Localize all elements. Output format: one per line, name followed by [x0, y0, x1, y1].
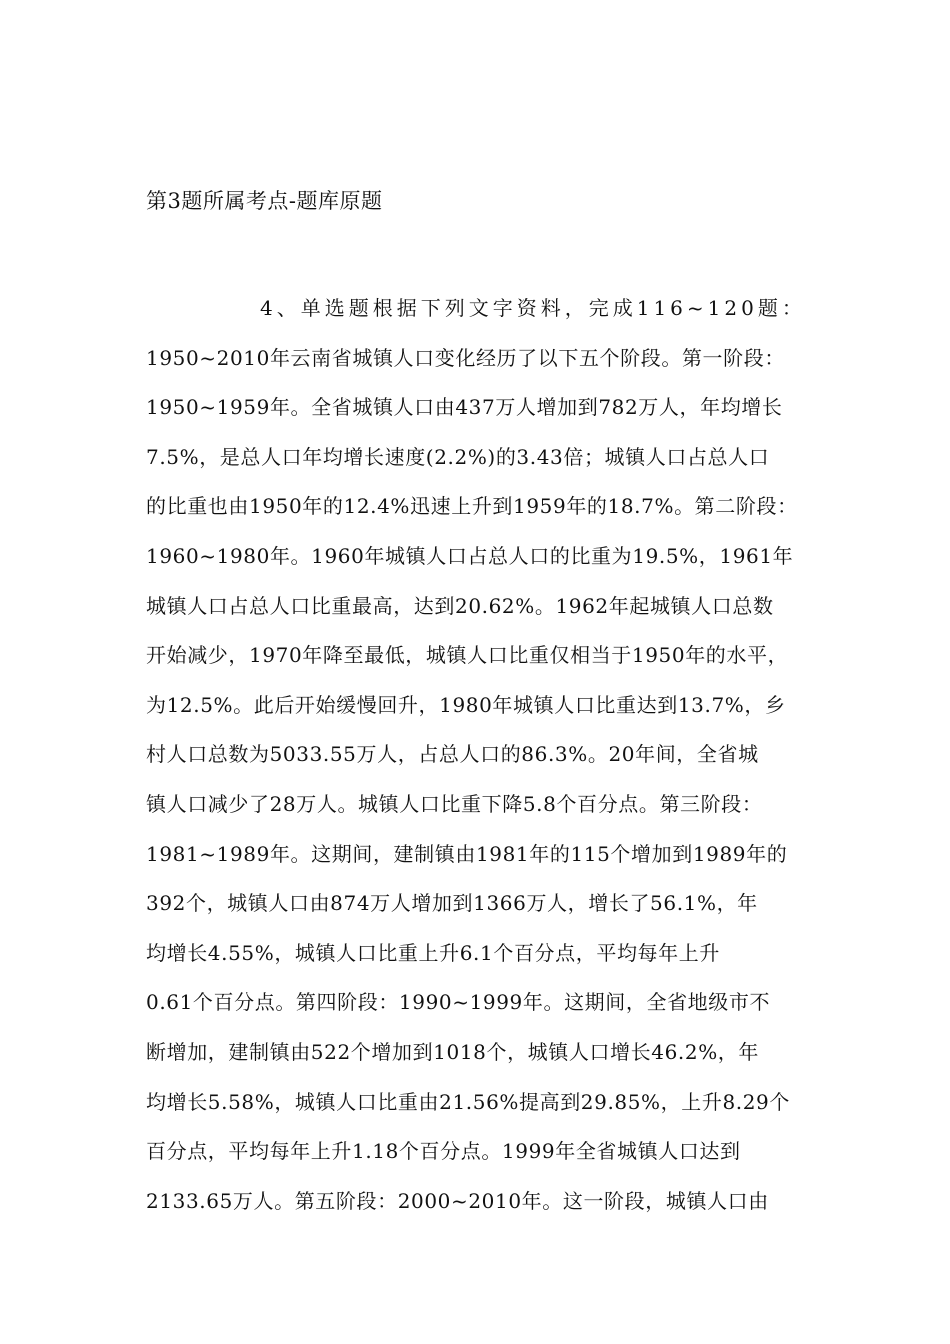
- text-line: 均增长4.55%，城镇人口比重上升6.1个百分点，平均每年上升: [146, 940, 720, 965]
- text-line: 村人口总数为5033.55万人，占总人口的86.3%。20年间，全省城: [146, 742, 759, 767]
- text-line: 0.61个百分点。第四阶段：1990~1999年。这期间，全省地级市不: [146, 990, 771, 1015]
- text-line: 392个，城镇人口由874万人增加到1366万人，增长了56.1%，年: [146, 891, 758, 916]
- text-line: 1950~2010年云南省城镇人口变化经历了以下五个阶段。第一阶段：: [146, 345, 785, 370]
- text-line: 1960~1980年。1960年城镇人口占总人口的比重为19.5%，1961年: [146, 543, 794, 568]
- text-line: 开始减少，1970年降至最低，城镇人口比重仅相当于1950年的水平，: [146, 643, 789, 668]
- text-line: 4、单选题根据下列文字资料，完成116~120题：: [260, 296, 806, 320]
- text-line: 7.5%，是总人口年均增长速度(2.2%)的3.43倍；城镇人口占总人口: [146, 444, 770, 469]
- text-line: 城镇人口占总人口比重最高，达到20.62%。1962年起城镇人口总数: [146, 593, 774, 618]
- text-line: 1981~1989年。这期间，建制镇由1981年的115个增加到1989年的: [146, 841, 788, 866]
- text-line: 均增长5.58%，城镇人口比重由21.56%提高到29.85%，上升8.29个: [146, 1089, 790, 1114]
- text-line: 1950~1959年。全省城镇人口由437万人增加到782万人，年均增长: [146, 395, 783, 420]
- text-line: 百分点，平均每年上升1.18个百分点。1999年全省城镇人口达到: [146, 1139, 741, 1164]
- question-body: [146, 284, 826, 1226]
- text-line: 为12.5%。此后开始缓慢回升，1980年城镇人口比重达到13.7%，乡: [146, 692, 786, 717]
- text-line: 断增加，建制镇由522个增加到1018个，城镇人口增长46.2%，年: [146, 1039, 760, 1064]
- text-line: 镇人口减少了28万人。城镇人口比重下降5.8个百分点。第三阶段：: [146, 791, 763, 816]
- question-source-heading: 第3题所属考点-题库原题: [146, 189, 383, 213]
- text-line: 2133.65万人。第五阶段：2000~2010年。这一阶段，城镇人口由: [146, 1188, 769, 1213]
- text-line: 的比重也由1950年的12.4%迅速上升到1959年的18.7%。第二阶段：: [146, 494, 798, 519]
